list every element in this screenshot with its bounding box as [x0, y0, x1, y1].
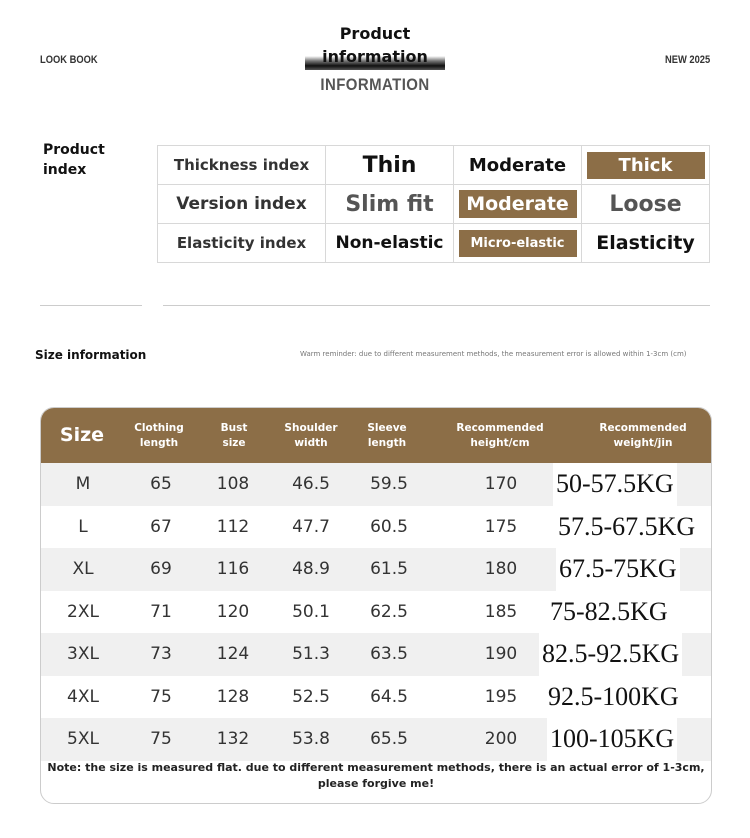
col-header-recommended-weight: Recommended weight/jin [599, 421, 687, 449]
cell-recommended-height: 170 [484, 474, 518, 495]
cell-bust-size: 112 [216, 516, 250, 537]
product-index-label-line1: Product [43, 142, 105, 158]
cell-sleeve-length: 63.5 [370, 644, 408, 665]
cell-clothing-length: 67 [150, 516, 172, 537]
cell-size: 4XL [67, 686, 99, 707]
cell-shoulder-width: 48.9 [292, 559, 330, 580]
selected-option-badge: Moderate [459, 190, 577, 218]
cell-bust-size: 116 [216, 559, 250, 580]
option-label: Loose [609, 191, 682, 217]
cell-bust-size: 128 [216, 686, 250, 707]
size-information-label: Size information [35, 348, 147, 362]
cell-size: XL [72, 559, 94, 580]
cell-bust-size: 108 [216, 474, 250, 495]
page-title-line2: information [322, 47, 428, 66]
cell-size: L [78, 516, 88, 537]
cell-sleeve-length: 64.5 [370, 686, 408, 707]
table-row [41, 463, 711, 506]
index-option [582, 185, 710, 224]
cell-clothing-length: 65 [150, 474, 172, 495]
size-chart-header [41, 408, 711, 463]
cell-clothing-length: 71 [150, 601, 172, 622]
cell-recommended-height: 185 [484, 601, 518, 622]
cell-recommended-weight: 67.5-75KG [556, 548, 680, 591]
brand-right-label: NEW 2025 [664, 54, 710, 66]
index-option-selected [454, 185, 582, 224]
cell-recommended-height: 175 [484, 516, 518, 537]
cell-size: 2XL [67, 601, 99, 622]
cell-recommended-height: 200 [484, 729, 518, 750]
product-index-table [157, 145, 710, 263]
cell-size: M [75, 474, 91, 495]
option-label: Elasticity [596, 232, 695, 254]
table-row [41, 506, 711, 549]
table-row [41, 718, 711, 761]
cell-recommended-height: 180 [484, 559, 518, 580]
cell-shoulder-width: 53.8 [292, 729, 330, 750]
table-row [41, 633, 711, 676]
cell-clothing-length: 75 [150, 686, 172, 707]
index-option [454, 146, 582, 185]
cell-clothing-length: 73 [150, 644, 172, 665]
col-header-bust-size: Bust size [220, 421, 248, 449]
cell-sleeve-length: 65.5 [370, 729, 408, 750]
index-option [326, 185, 454, 224]
cell-shoulder-width: 52.5 [292, 686, 330, 707]
selected-option-badge: Micro-elastic [459, 230, 577, 257]
cell-recommended-height: 195 [484, 686, 518, 707]
cell-recommended-weight: 92.5-100KG [545, 676, 682, 719]
index-option-selected [454, 224, 582, 263]
divider-left [40, 305, 142, 306]
option-label: Non-elastic [335, 233, 444, 253]
version-index-row [158, 185, 710, 224]
divider-right [163, 305, 710, 306]
table-row [41, 676, 711, 719]
cell-bust-size: 124 [216, 644, 250, 665]
cell-recommended-weight: 100-105KG [547, 718, 677, 761]
table-row [41, 548, 711, 591]
cell-recommended-weight: 82.5-92.5KG [539, 633, 682, 676]
cell-recommended-weight: 50-57.5KG [553, 463, 677, 506]
table-row [41, 591, 711, 634]
cell-clothing-length: 69 [150, 559, 172, 580]
index-name: Thickness index [158, 146, 326, 185]
cell-clothing-length: 75 [150, 729, 172, 750]
option-label: Moderate [468, 154, 567, 176]
cell-shoulder-width: 50.1 [292, 601, 330, 622]
cell-sleeve-length: 62.5 [370, 601, 408, 622]
cell-shoulder-width: 51.3 [292, 644, 330, 665]
cell-shoulder-width: 46.5 [292, 474, 330, 495]
product-index-label-line2: index [43, 162, 87, 178]
size-chart-note: Note: the size is measured flat. due to different measurement methods, there is an actual error of 1-3cm, please forgive me! [47, 761, 705, 790]
cell-sleeve-length: 61.5 [370, 559, 408, 580]
index-option [326, 224, 454, 263]
page-title-line1: Product [339, 24, 411, 43]
cell-bust-size: 132 [216, 729, 250, 750]
index-name: Elasticity index [158, 224, 326, 263]
cell-bust-size: 120 [216, 601, 250, 622]
option-label: Slim fit [345, 191, 434, 217]
cell-size: 3XL [67, 644, 99, 665]
col-header-size: Size [59, 424, 105, 446]
index-option [326, 146, 454, 185]
selected-option-badge: Thick [587, 152, 705, 179]
option-label: Thin [362, 152, 417, 178]
cell-recommended-weight: 57.5-67.5KG [555, 506, 698, 549]
page-title [300, 22, 450, 68]
thickness-index-row [158, 146, 710, 185]
product-index-label [43, 140, 133, 180]
index-option-selected [582, 146, 710, 185]
col-header-recommended-height: Recommended height/cm [456, 421, 544, 449]
index-name: Version index [158, 185, 326, 224]
brand-left-label: LOOK BOOK [40, 54, 98, 66]
col-header-shoulder-width: Shoulder width [284, 421, 338, 449]
cell-size: 5XL [67, 729, 99, 750]
cell-recommended-weight: 75-82.5KG [547, 591, 671, 634]
col-header-sleeve-length: Sleeve length [367, 421, 407, 449]
warm-reminder-text: Warm reminder: due to different measurement methods, the measurement error is allowed within 1-3cm (cm) [300, 350, 687, 358]
cell-recommended-height: 190 [484, 644, 518, 665]
cell-sleeve-length: 60.5 [370, 516, 408, 537]
index-option [582, 224, 710, 263]
col-header-clothing-length: Clothing length [134, 421, 184, 449]
elasticity-index-row [158, 224, 710, 263]
page-subtitle: INFORMATION [320, 75, 430, 94]
cell-sleeve-length: 59.5 [370, 474, 408, 495]
size-chart [40, 407, 712, 804]
cell-shoulder-width: 47.7 [292, 516, 330, 537]
